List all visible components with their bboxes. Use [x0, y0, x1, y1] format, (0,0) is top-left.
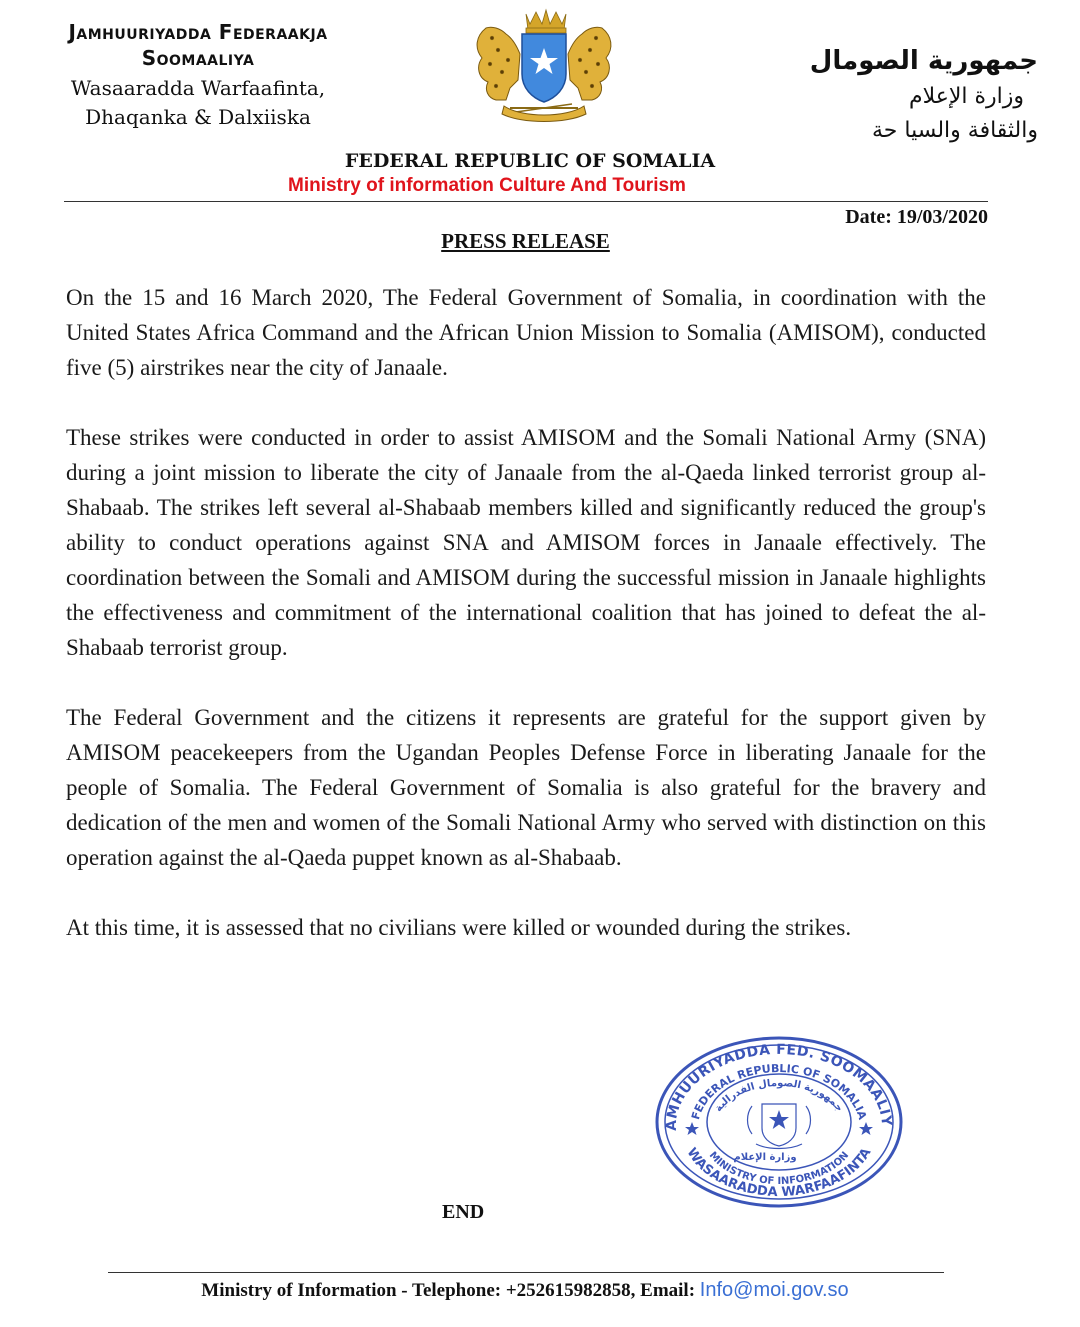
header-divider: [64, 201, 988, 202]
header-somali-ministry-line1: Wasaaradda Warfaafinta,: [70, 76, 326, 100]
header-somali-block: [8, 18, 388, 132]
header-ministry-name: Ministry of information Culture And Tourism: [288, 175, 686, 196]
document-title: PRESS RELEASE: [441, 229, 610, 253]
header-arabic-line3: والثقافة والسيا حة: [871, 118, 1038, 143]
body-paragraph: On the 15 and 16 March 2020, The Federal Government of Somalia, in coordination with the United States Africa Command and the African Union Mission to Somalia (AMISOM), conducted five (5) airstrikes near the city of Janaale.: [66, 285, 986, 380]
svg-text:MINISTRY OF INFORMATION: MINISTRY OF INFORMATION: [706, 1149, 852, 1188]
header-federal-republic: FEDERAL REPUBLIC OF SOMALIA: [344, 150, 716, 172]
end-marker: END: [442, 1201, 485, 1223]
footer-email-link[interactable]: Info@moi.gov.so: [699, 1279, 849, 1301]
coat-of-arms-icon: [466, 8, 622, 124]
footer-separator: :: [688, 1280, 696, 1301]
header-somali-line2: Soomaaliya: [141, 46, 255, 70]
svg-text:وزارة الإعلام: وزارة الإعلام: [733, 1152, 797, 1163]
svg-text:WASAARADDA WARFAAFINTA: WASAARADDA WARFAAFINTA: [683, 1145, 875, 1201]
header-arabic-line2: وزارة الإعلام: [908, 84, 1024, 109]
svg-text:JAMHUURIYADDA FED. SOOMAALIYA: AMHUURIYADDA FED. SOOMAALIY: [663, 1041, 895, 1131]
header-somali-ministry-line2: Dhaqanka & Dalxiiska: [85, 105, 311, 129]
footer: [0, 1279, 1050, 1302]
header-somali-line1: Jamhuuriyadda Federaakja: [68, 20, 328, 44]
body-paragraph: These strikes were conducted in order to assist AMISOM and the Somali National Army (SNA) during a joint mission to liberate the city of Janaale from the al-Qaeda linked terrorist group al-Shabaab. The strikes left several al-Shabaab members killed and significantly reduced the group's ability to conduct operations against SNA and AMISOM forces in Janaale effectively. The coordination between the Somali and AMISOM during the successful mission in Janaale highlights the effectiveness and commitment of the international coalition that has joined to defeat the al-Shabaab terrorist group.: [66, 425, 986, 660]
header-arabic-block: [758, 42, 1038, 148]
body-paragraph: At this time, it is assessed that no civilians were killed or wounded during the strikes.: [66, 915, 852, 940]
document-date: Date: 19/03/2020: [845, 206, 988, 228]
body-paragraph: The Federal Government and the citizens it represents are grateful for the support given by AMISOM peacekeepers from the Ugandan Peoples Defense Force in liberating Janaale for the people of Somalia. The Federal Government of Somalia is also grateful for the bravery and dedication of the men and women of the Somali National Army who served with distinction on this operation against the al-Qaeda puppet known as al-Shabaab.: [66, 705, 986, 870]
header-arabic-line1: جمهورية الصومال: [809, 46, 1038, 76]
ministry-stamp-icon: [652, 1034, 906, 1210]
svg-text:FEDERAL REPUBLIC OF SOMALIA: FEDERAL REPUBLIC OF SOMALIA: [689, 1061, 869, 1122]
footer-divider: [108, 1272, 944, 1273]
document-body: [66, 280, 986, 980]
footer-contact-text: Ministry of Information - Telephone: +252615982858, Email: [201, 1280, 689, 1301]
svg-text:جمهورية الصومال الفدرالية: جمهورية الصومال الفدرالية: [713, 1077, 845, 1115]
